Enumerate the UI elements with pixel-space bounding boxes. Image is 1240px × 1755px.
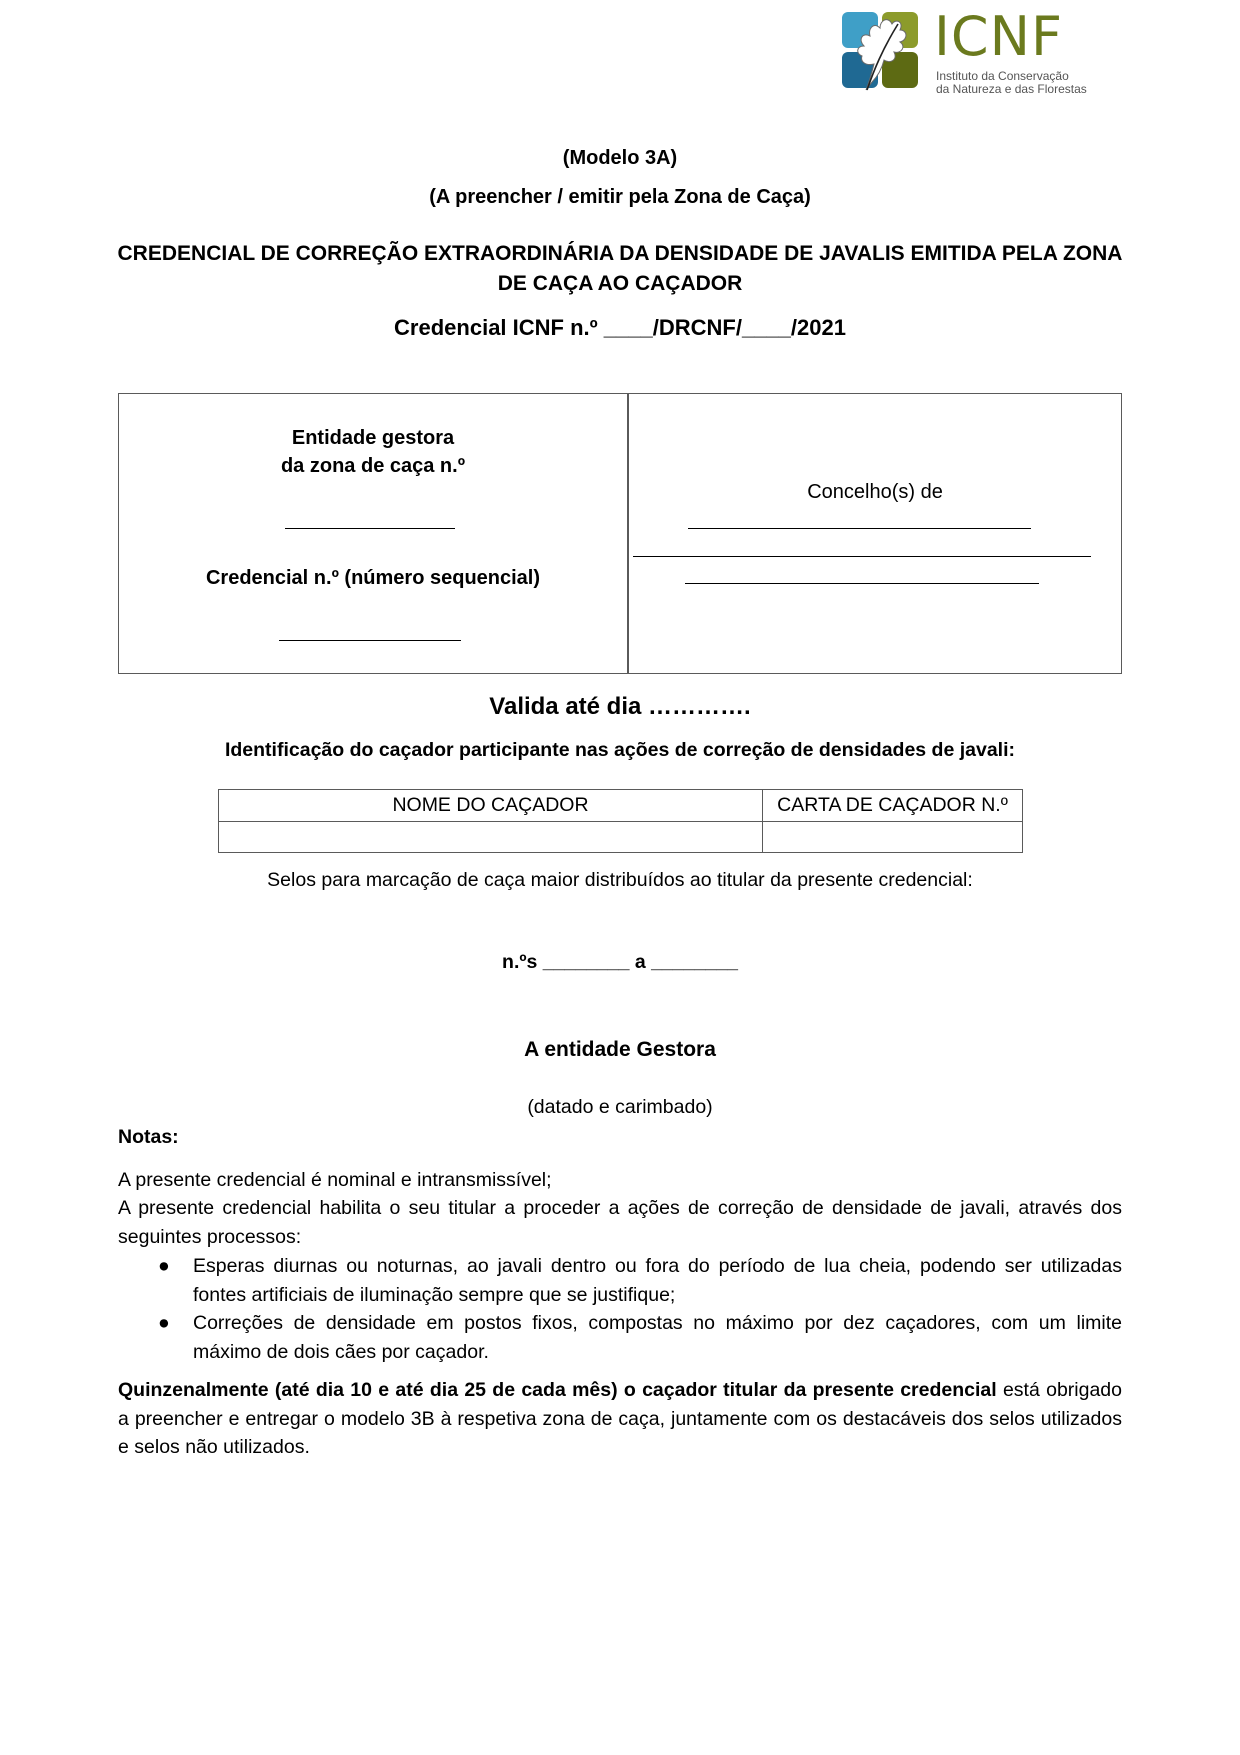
municipality-field-2[interactable]: [633, 556, 1091, 557]
bullet-icon: ●: [158, 1312, 170, 1335]
document-title-line2: DE CAÇA AO CAÇADOR: [497, 272, 743, 295]
entity-box-divider: [627, 394, 629, 673]
sequence-number-field[interactable]: [279, 640, 461, 641]
process-waiting: Esperas diurnas ou noturnas, ao javali dentro ou fora do período de lua cheia, podendo ser utilizadas fontes artificiais de iluminação sempre que se justifique;: [193, 1255, 1122, 1306]
seals-label: Selos para marcação de caça maior distribuídos ao titular da presente credencial:: [267, 869, 973, 891]
list-item: [118, 1309, 1122, 1366]
logo-subtitle-line1: Instituto da Conservação: [936, 69, 1069, 83]
sequence-number-label: Credencial n.º (número sequencial): [205, 567, 541, 589]
hunter-section-heading: Identificação do caçador participante nas ações de correção de densidades de javali:: [224, 739, 1016, 761]
list-item: [118, 1252, 1122, 1309]
notes-title: Notas:: [118, 1126, 179, 1148]
icnf-logo: [842, 5, 1092, 96]
processes-list: [118, 1252, 1122, 1366]
hunter-table: [218, 789, 1023, 853]
seal-number-range[interactable]: n.ºs ________ a ________: [502, 951, 738, 973]
document-title-line1: CREDENCIAL DE CORREÇÃO EXTRAORDINÁRIA DA DENSIDADE DE JAVALIS EMITIDA PELA ZONA: [117, 242, 1123, 265]
reporting-obligation-bold: Quinzenalmente (até dia 10 e até dia 25 de cada mês) o caçador titular da presente credencial: [118, 1379, 997, 1401]
fill-instruction: (A preencher / emitir pela Zona de Caça): [429, 186, 811, 208]
hunter-table-header: [219, 790, 1023, 822]
reporting-obligation-rest: está obrigado a preencher e entregar o modelo 3B à respetiva zona de caça, juntamente com os destacáveis dos selos utilizados e selos não utilizados.: [118, 1379, 1122, 1459]
municipality-field-3[interactable]: [685, 583, 1039, 584]
managing-entity-signature-label: A entidade Gestora: [524, 1038, 716, 1061]
hunter-license-cell[interactable]: [763, 821, 1023, 853]
oak-leaf-icon: [852, 10, 910, 94]
model-label: (Modelo 3A): [562, 147, 678, 169]
note-nominal: A presente credencial é nominal e intransmissível;: [118, 1169, 552, 1191]
table-row: [219, 821, 1023, 853]
entity-label: [119, 424, 627, 480]
reporting-obligation: [118, 1376, 1122, 1462]
hunting-zone-number-field[interactable]: [285, 528, 455, 529]
note-processes-intro: A presente credencial habilita o seu titular a proceder a ações de correção de densidade de javali, através dos seguintes processos:: [118, 1197, 1122, 1248]
hunter-name-cell[interactable]: [219, 821, 763, 853]
column-header-hunter-license: CARTA DE CAÇADOR N.º: [763, 790, 1023, 822]
entity-label-line1: Entidade gestora: [291, 427, 455, 449]
entity-box: [118, 393, 1122, 674]
validity-date: Valida até dia ………….: [489, 693, 751, 720]
municipality-field-1[interactable]: [688, 528, 1031, 529]
signature-note: (datado e carimbado): [527, 1096, 713, 1118]
column-header-hunter-name: NOME DO CAÇADOR: [219, 790, 763, 822]
municipality-label: Concelho(s) de: [807, 481, 943, 503]
logo-wordmark: ICNF: [934, 5, 1064, 68]
bullet-icon: ●: [158, 1255, 170, 1277]
process-fixed-posts: Correções de densidade em postos fixos, compostas no máximo por dez caçadores, com um limite máximo de dois cães por caçador.: [193, 1312, 1122, 1363]
logo-subtitle-line2: da Natureza e das Florestas: [936, 82, 1087, 96]
document-title: [0, 239, 1240, 299]
entity-label-line2: da zona de caça n.º: [280, 455, 466, 477]
credential-number: Credencial ICNF n.º ____/DRCNF/____/2021: [394, 315, 846, 340]
